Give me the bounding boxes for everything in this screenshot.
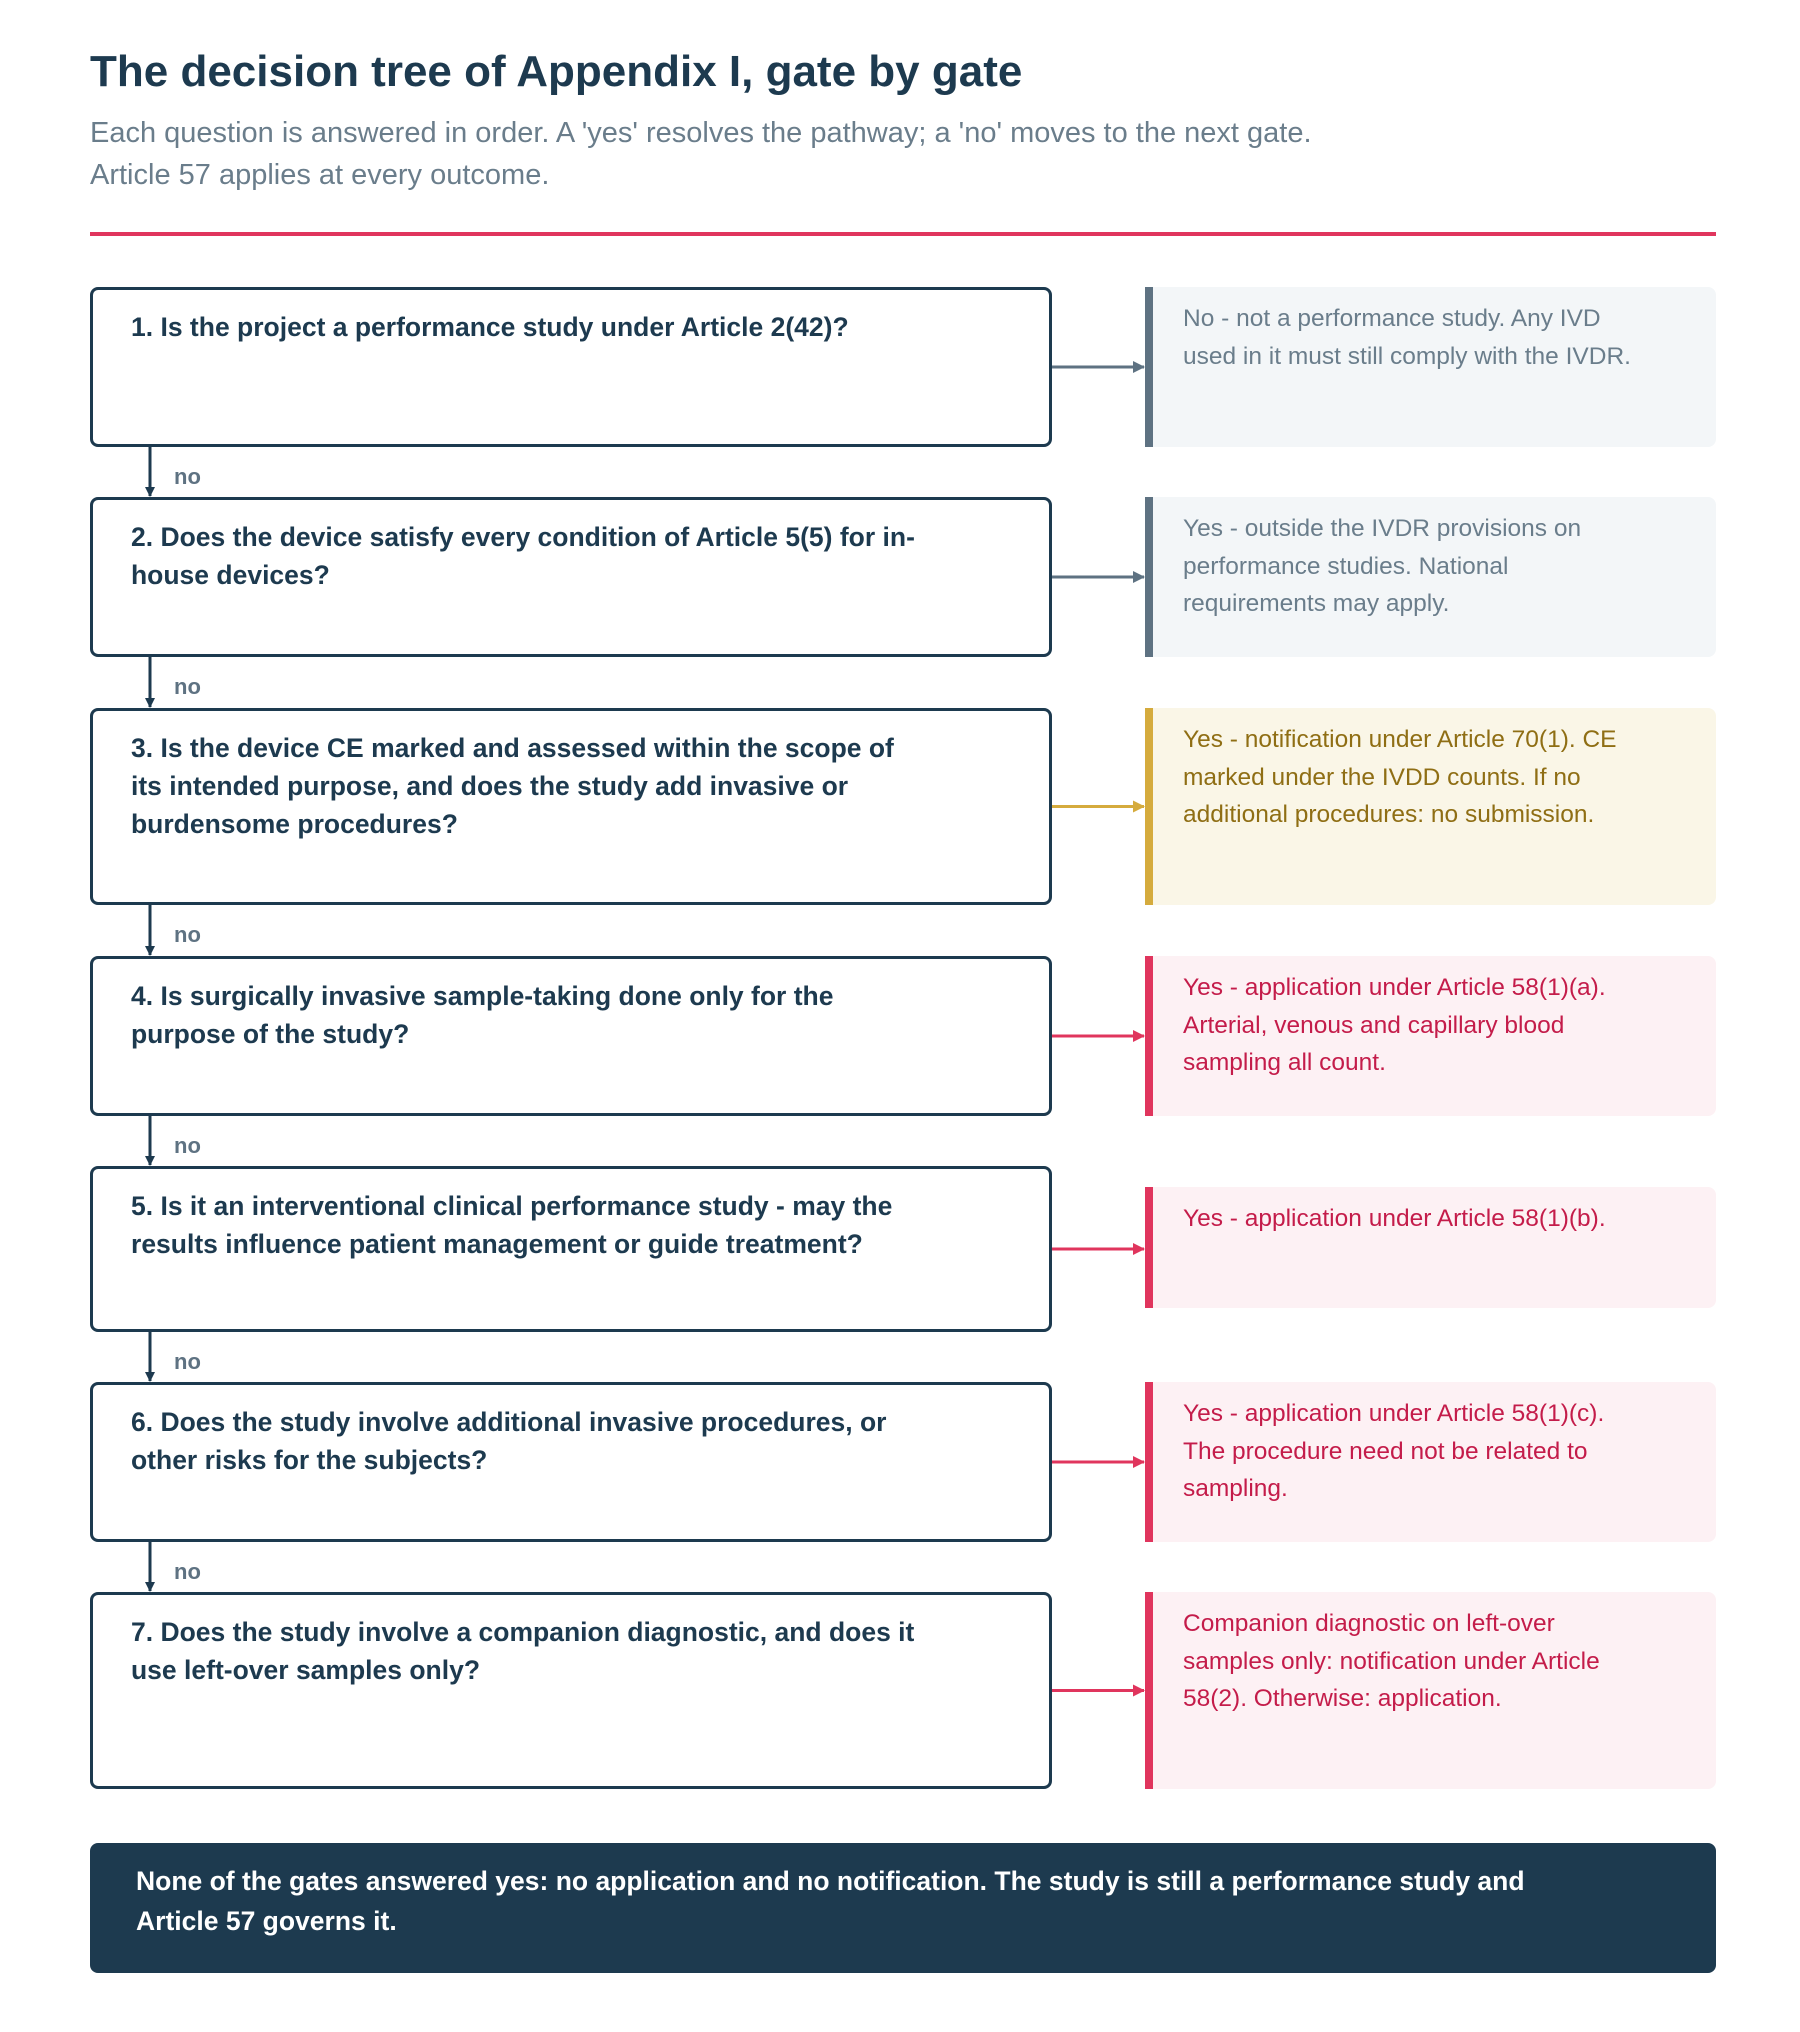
gate-6-question: 6. Does the study involve additional invasive procedures, or other risks for the subjects? — [131, 1407, 887, 1475]
gate-5-no-label: no — [174, 1349, 201, 1374]
gate-7-question: 7. Does the study involve a companion diagnostic, and does it use left-over samples only? — [131, 1617, 915, 1685]
gate-2-outcome — [1145, 497, 1716, 657]
gate-3-outcome-text: Yes - notification under Article 70(1). CE marked under the IVDD counts. If no additional procedures: no submission. — [1183, 726, 1617, 828]
gate-3-box — [90, 708, 1052, 905]
final-outcome-text: None of the gates answered yes: no application and no notification. The study is still a performance study and Article 57 governs it. — [136, 1866, 1525, 1936]
gate-4-box — [90, 956, 1052, 1116]
gate-7-outcome-text: Companion diagnostic on left-over samples only: notification under Article 58(2). Otherwise: application. — [1183, 1610, 1600, 1712]
gate-4-outcome — [1145, 956, 1716, 1116]
gate-6-outcome — [1145, 1382, 1716, 1542]
gate-5-outcome — [1145, 1187, 1716, 1308]
gate-5-box — [90, 1166, 1052, 1332]
gate-6-no-label: no — [174, 1559, 201, 1584]
gate-5-question: 5. Is it an interventional clinical performance study - may the results influence patient management or guide treatment? — [131, 1191, 893, 1259]
gate-1-question: 1. Is the project a performance study under Article 2(42)? — [131, 312, 849, 342]
gate-5-outcome-text: Yes - application under Article 58(1)(b). — [1183, 1205, 1606, 1232]
page-subtitle: Each question is answered in order. A 'yes' resolves the pathway; a 'no' moves to the next gate. Article 57 applies at every outcome. — [90, 117, 1312, 191]
gate-1-no-label: no — [174, 464, 201, 489]
gate-6-box — [90, 1382, 1052, 1542]
gate-2-question: 2. Does the device satisfy every condition of Article 5(5) for in-house devices? — [131, 522, 915, 590]
gate-3-outcome — [1145, 708, 1716, 905]
gate-1-outcome — [1145, 287, 1716, 447]
gate-1-box — [90, 287, 1052, 447]
final-outcome-banner — [90, 1843, 1716, 1973]
gate-1-outcome-text: No - not a performance study. Any IVD used in it must still comply with the IVDR. — [1183, 305, 1631, 370]
gate-7-box — [90, 1592, 1052, 1789]
gate-4-outcome-text: Yes - application under Article 58(1)(a). Arterial, venous and capillary blood sampling all count. — [1183, 974, 1606, 1076]
gate-3-no-label: no — [174, 922, 201, 947]
gate-6-outcome-text: Yes - application under Article 58(1)(c). The procedure need not be related to sampling. — [1183, 1400, 1605, 1502]
gate-4-question: 4. Is surgically invasive sample-taking done only for the purpose of the study? — [131, 981, 834, 1049]
gate-4-no-label: no — [174, 1133, 201, 1158]
page-title: The decision tree of Appendix I, gate by gate — [90, 47, 1023, 96]
gate-2-no-label: no — [174, 674, 201, 699]
gate-7-outcome — [1145, 1592, 1716, 1789]
gate-2-outcome-text: Yes - outside the IVDR provisions on performance studies. National requirements may apply. — [1183, 515, 1582, 617]
gate-2-box — [90, 497, 1052, 657]
gate-3-question: 3. Is the device CE marked and assessed within the scope of its intended purpose, and does the study add invasive or burdensome procedures? — [131, 733, 894, 839]
